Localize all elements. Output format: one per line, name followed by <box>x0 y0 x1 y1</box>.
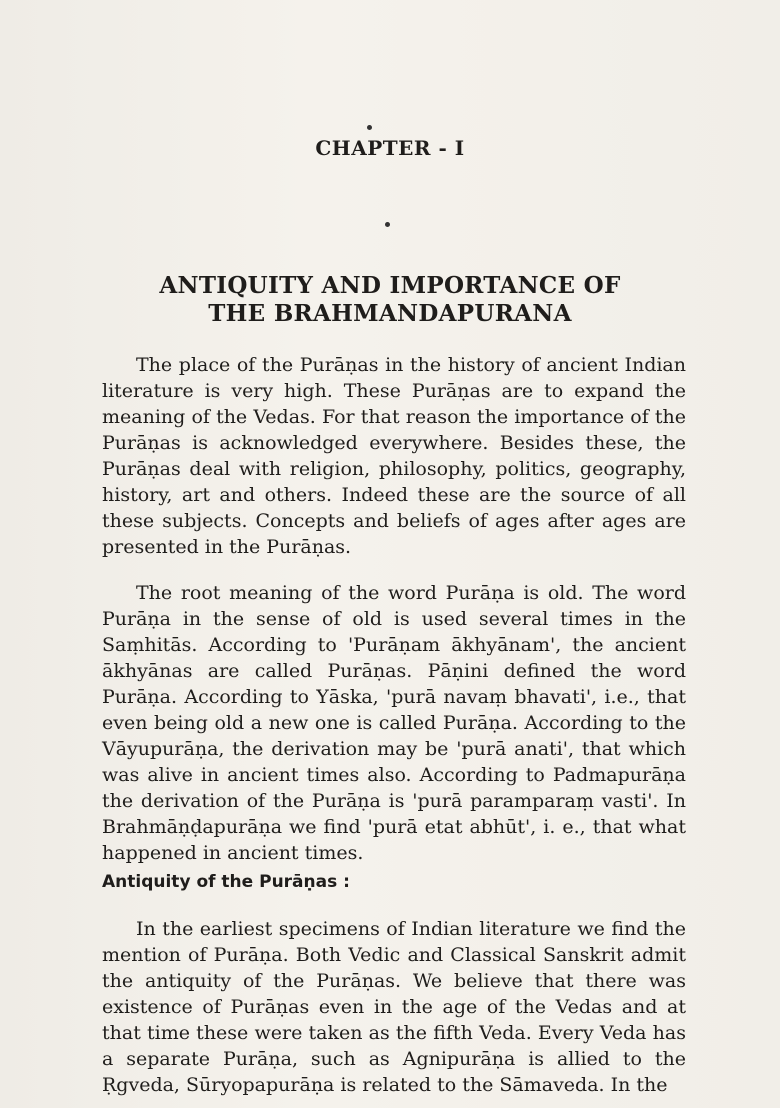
paragraph-3: In the earliest specimens of Indian literature we find the mention of Purāṇa. Both Vedic and Classical Sanskrit admit the antiquity of the Purāṇas. We believe that there was existence of Purāṇas even in the age of the Vedas and at that time these were taken as the fifth Veda. Every Veda has a separate Purāṇa, such as Agnipurāṇa is allied to the Ṛgveda, Sūryopapurāṇa is related to the Sāmaveda. In the <box>102 918 686 1096</box>
chapter-label: CHAPTER - I <box>315 136 465 160</box>
ink-speck <box>367 125 372 130</box>
paragraph-1: The place of the Purāṇas in the history of ancient Indian literature is very high. These Purāṇas are to expand the meaning of the Vedas. For that reason the importance of the Purāṇas is acknowledged everywhere. Besides these, the Purāṇas deal with religion, philosophy, politics, geography, history, art and others. Indeed these are the source of all these subjects. Concepts and beliefs of ages after ages are presented in the Purāṇas. <box>102 354 686 558</box>
chapter-title-line-2: THE BRAHMANDAPURANA <box>208 300 572 327</box>
chapter-title <box>0 272 780 328</box>
ink-speck <box>385 222 390 227</box>
chapter-title-line-1: ANTIQUITY AND IMPORTANCE OF <box>159 272 621 299</box>
paragraph-2: The root meaning of the word Purāṇa is old. The word Purāṇa in the sense of old is used several times in the Saṃhitās. According to 'Purāṇam ākhyānam', the ancient ākhyānas are called Purāṇas. Pāṇini defined the word Purāṇa. According to Yāska, 'purā navaṃ bhavati', i.e., that even being old a new one is called Purāṇa. According to the Vāyupurāṇa, the derivation may be 'purā anati', that which was alive in ancient times also. According to Padmapurāṇa the derivation of the Purāṇa is 'purā paramparaṃ vasti'. In Brahmāṇḍapurāṇa we find 'purā etat abhūt', i. e., that what happened in ancient times. <box>102 582 686 864</box>
body-text-section-1 <box>102 352 686 866</box>
body-text-section-2 <box>102 916 686 1098</box>
section-heading: Antiquity of the Purāṇas : <box>102 872 350 892</box>
